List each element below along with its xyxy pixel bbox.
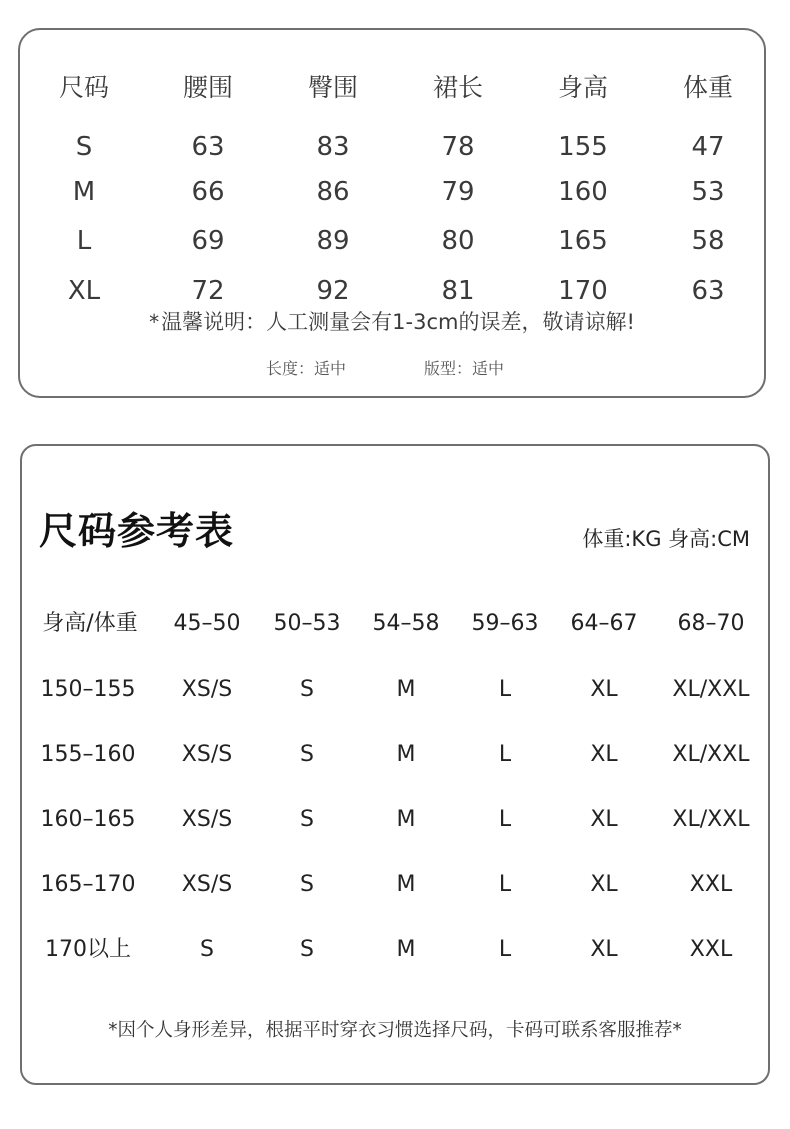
- size-cell: XL/XXL: [672, 807, 750, 832]
- cell-weight: 53: [691, 177, 725, 207]
- header-weight-range: 50–53: [273, 611, 341, 636]
- measurement-header-row: [20, 68, 764, 108]
- measurement-note: [20, 304, 764, 340]
- cell-waist: 69: [191, 226, 225, 256]
- size-cell: XL: [590, 872, 618, 897]
- header-weight-range: 64–67: [570, 611, 638, 636]
- size-cell: L: [498, 742, 512, 767]
- size-cell: XL: [590, 807, 618, 832]
- cell-hip: 86: [316, 177, 350, 207]
- size-cell: XS/S: [181, 872, 233, 897]
- reference-row: [22, 865, 768, 905]
- size-cell: XS/S: [181, 742, 233, 767]
- header-length: 裙长: [432, 73, 483, 102]
- measurement-row: [20, 127, 764, 167]
- cell-weight: 63: [691, 276, 725, 306]
- cell-height: 160: [558, 177, 608, 207]
- cell-length: 78: [441, 132, 475, 162]
- reference-note: *因个人身形差异，根据平时穿衣习惯选择尺码，卡码可联系客服推荐*: [108, 1020, 682, 1041]
- size-cell: XS/S: [181, 677, 233, 702]
- size-cell: M: [396, 872, 416, 897]
- reference-row: [22, 735, 768, 775]
- header-height: 身高: [557, 73, 608, 102]
- header-height-weight: 身高/体重: [42, 611, 138, 636]
- size-cell: M: [396, 742, 416, 767]
- cell-size: M: [72, 177, 96, 207]
- size-cell: XL/XXL: [672, 742, 750, 767]
- cell-length: 80: [441, 226, 475, 256]
- cell-hip: 89: [316, 226, 350, 256]
- length-label: 长度：适中: [266, 359, 347, 378]
- cell-height: 170: [558, 276, 608, 306]
- cell-waist: 66: [191, 177, 225, 207]
- cell-height: 165: [558, 226, 608, 256]
- cell-length: 79: [441, 177, 475, 207]
- reference-row: [22, 930, 768, 970]
- size-cell: L: [498, 872, 512, 897]
- header-weight-range: 68–70: [677, 611, 745, 636]
- size-cell: XXL: [689, 872, 733, 897]
- reference-units: 体重:KG 身高:CM: [582, 527, 750, 551]
- size-cell: L: [498, 677, 512, 702]
- header-hip: 臀围: [307, 73, 358, 102]
- size-cell: M: [396, 677, 416, 702]
- size-cell: XL: [590, 937, 618, 962]
- reference-row: [22, 670, 768, 710]
- height-range: 155–160: [40, 742, 136, 767]
- header-weight-range: 59–63: [471, 611, 539, 636]
- height-range: 160–165: [40, 807, 136, 832]
- size-cell: S: [300, 677, 314, 702]
- cell-hip: 92: [316, 276, 350, 306]
- header-size: 尺码: [58, 73, 109, 102]
- height-range: 170以上: [45, 937, 131, 962]
- size-cell: L: [498, 937, 512, 962]
- cell-size: L: [76, 226, 92, 256]
- cell-length: 81: [441, 276, 475, 306]
- size-cell: XS/S: [181, 807, 233, 832]
- size-cell: M: [396, 937, 416, 962]
- cell-size: XL: [67, 276, 101, 306]
- size-reference-card: [20, 444, 770, 1085]
- size-measurement-card: [18, 28, 766, 398]
- size-cell: L: [498, 807, 512, 832]
- size-cell: M: [396, 807, 416, 832]
- size-cell: S: [300, 742, 314, 767]
- header-weight: 体重: [682, 73, 733, 102]
- cell-weight: 58: [691, 226, 725, 256]
- size-cell: XXL: [689, 937, 733, 962]
- size-cell: S: [300, 807, 314, 832]
- size-cell: XL: [590, 677, 618, 702]
- size-cell: S: [300, 937, 314, 962]
- cell-waist: 63: [191, 132, 225, 162]
- measurement-row: [20, 172, 764, 212]
- measurement-row: [20, 221, 764, 261]
- size-cell: XL/XXL: [672, 677, 750, 702]
- note-text: 温馨说明：人工测量会有1-3cm的误差，敬请谅解!: [161, 310, 635, 334]
- reference-header-row: [22, 604, 768, 644]
- cell-hip: 83: [316, 132, 350, 162]
- cell-waist: 72: [191, 276, 225, 306]
- header-waist: 腰围: [182, 73, 233, 102]
- size-cell: XL: [590, 742, 618, 767]
- height-range: 150–155: [40, 677, 136, 702]
- header-weight-range: 54–58: [372, 611, 440, 636]
- cell-size: S: [75, 132, 93, 162]
- fit-label: 版型：适中: [424, 359, 505, 378]
- height-range: 165–170: [40, 872, 136, 897]
- cell-weight: 47: [691, 132, 725, 162]
- note-star: *: [149, 310, 160, 334]
- reference-title: 尺码参考表: [39, 508, 235, 553]
- cell-height: 155: [558, 132, 608, 162]
- header-weight-range: 45–50: [173, 611, 241, 636]
- size-cell: S: [200, 937, 214, 962]
- size-cell: S: [300, 872, 314, 897]
- reference-row: [22, 800, 768, 840]
